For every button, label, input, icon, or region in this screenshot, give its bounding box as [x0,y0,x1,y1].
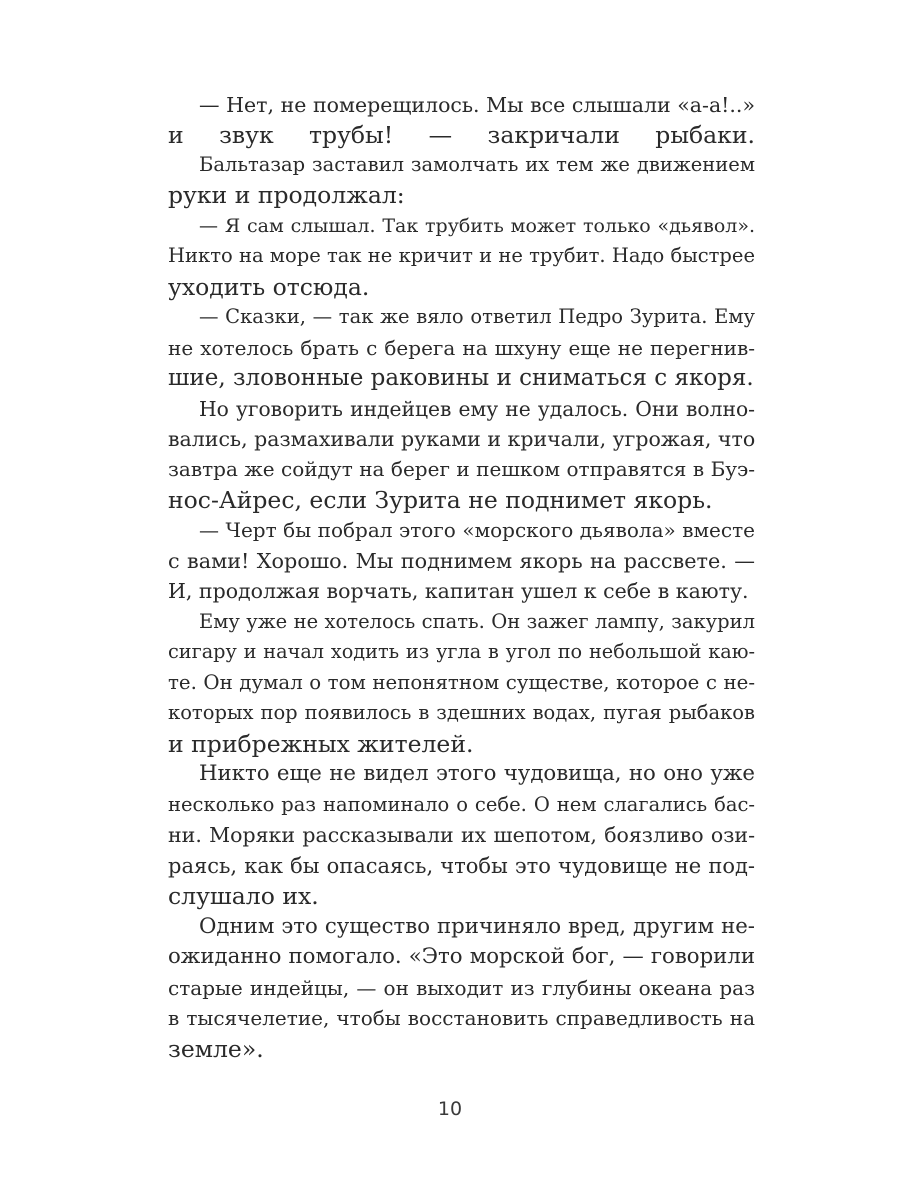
text-line: с вами! Хорошо. Мы поднимем якорь на рассвете. — [168,549,755,573]
text-line: — Я сам слышал. Так трубить может только «дьявол». [199,215,755,237]
text-line: земле». [168,1035,264,1063]
text-line: ожиданно помогало. «Это морской бог, — говорили [168,944,755,969]
text-line: уходить отсюда. [168,273,370,301]
text-line: и звук трубы! — закричали рыбаки. [168,121,755,149]
text-line: — Черт бы побрал этого «морского дьявола» вместе [199,518,755,542]
text-line: не хотелось брать с берега на шхуну еще не перегнив- [168,336,755,360]
text-line: руки и продолжал: [168,181,405,209]
text-line: шие, зловонные раковины и сниматься с якоря. [168,365,754,391]
text-line: несколько раз напоминало о себе. О нем слагались бас- [168,793,755,816]
text-line: ни. Моряки рассказывали их шепотом, боязливо ози- [168,823,755,847]
text-line: — Сказки, — так же вяло ответил Педро Зурита. Ему [199,305,755,328]
text-line: слушало их. [168,882,319,910]
text-line: и прибрежных жителей. [168,730,474,758]
text-line: — Нет, не померещилось. Мы все слышали «а-а!..» [199,93,755,117]
page-number: 10 [437,1098,463,1120]
text-line: Бальтазар заставил замолчать их тем же движением [199,153,755,176]
text-line: И, продолжая ворчать, капитан ушел к себе в каюту. [168,579,749,603]
text-line: которых пор появилось в здешних водах, пугая рыбаков [168,701,755,724]
text-line: Одним это существо причиняло вред, другим не- [199,914,755,939]
text-line: в тысячелетие, чтобы восстановить справедливость на [168,1006,755,1030]
text-line: Никто еще не видел этого чудовища, но оно уже [199,761,755,786]
text-line: те. Он думал о том непонятном существе, которое с не- [168,671,755,694]
text-line: Ему уже не хотелось спать. Он зажег лампу, закурил [199,610,755,633]
text-line: завтра же сойдут на берег и пешком отправятся в Буэ- [168,457,755,481]
text-line: старые индейцы, — он выходит из глубины океана раз [168,976,755,1000]
text-line: вались, размахивали руками и кричали, угрожая, что [168,427,756,451]
text-line: сигару и начал ходить из угла в угол по небольшой каю- [168,640,755,663]
text-line: Никто на море так не кричит и не трубит. Надо быстрее [168,244,755,267]
text-line: нос-Айрес, если Зурита не поднимет якорь. [168,486,713,514]
text-line: Но уговорить индейцев ему не удалось. Они волно- [199,397,755,421]
text-line: раясь, как бы опасаясь, чтобы это чудовище не под- [168,854,755,878]
